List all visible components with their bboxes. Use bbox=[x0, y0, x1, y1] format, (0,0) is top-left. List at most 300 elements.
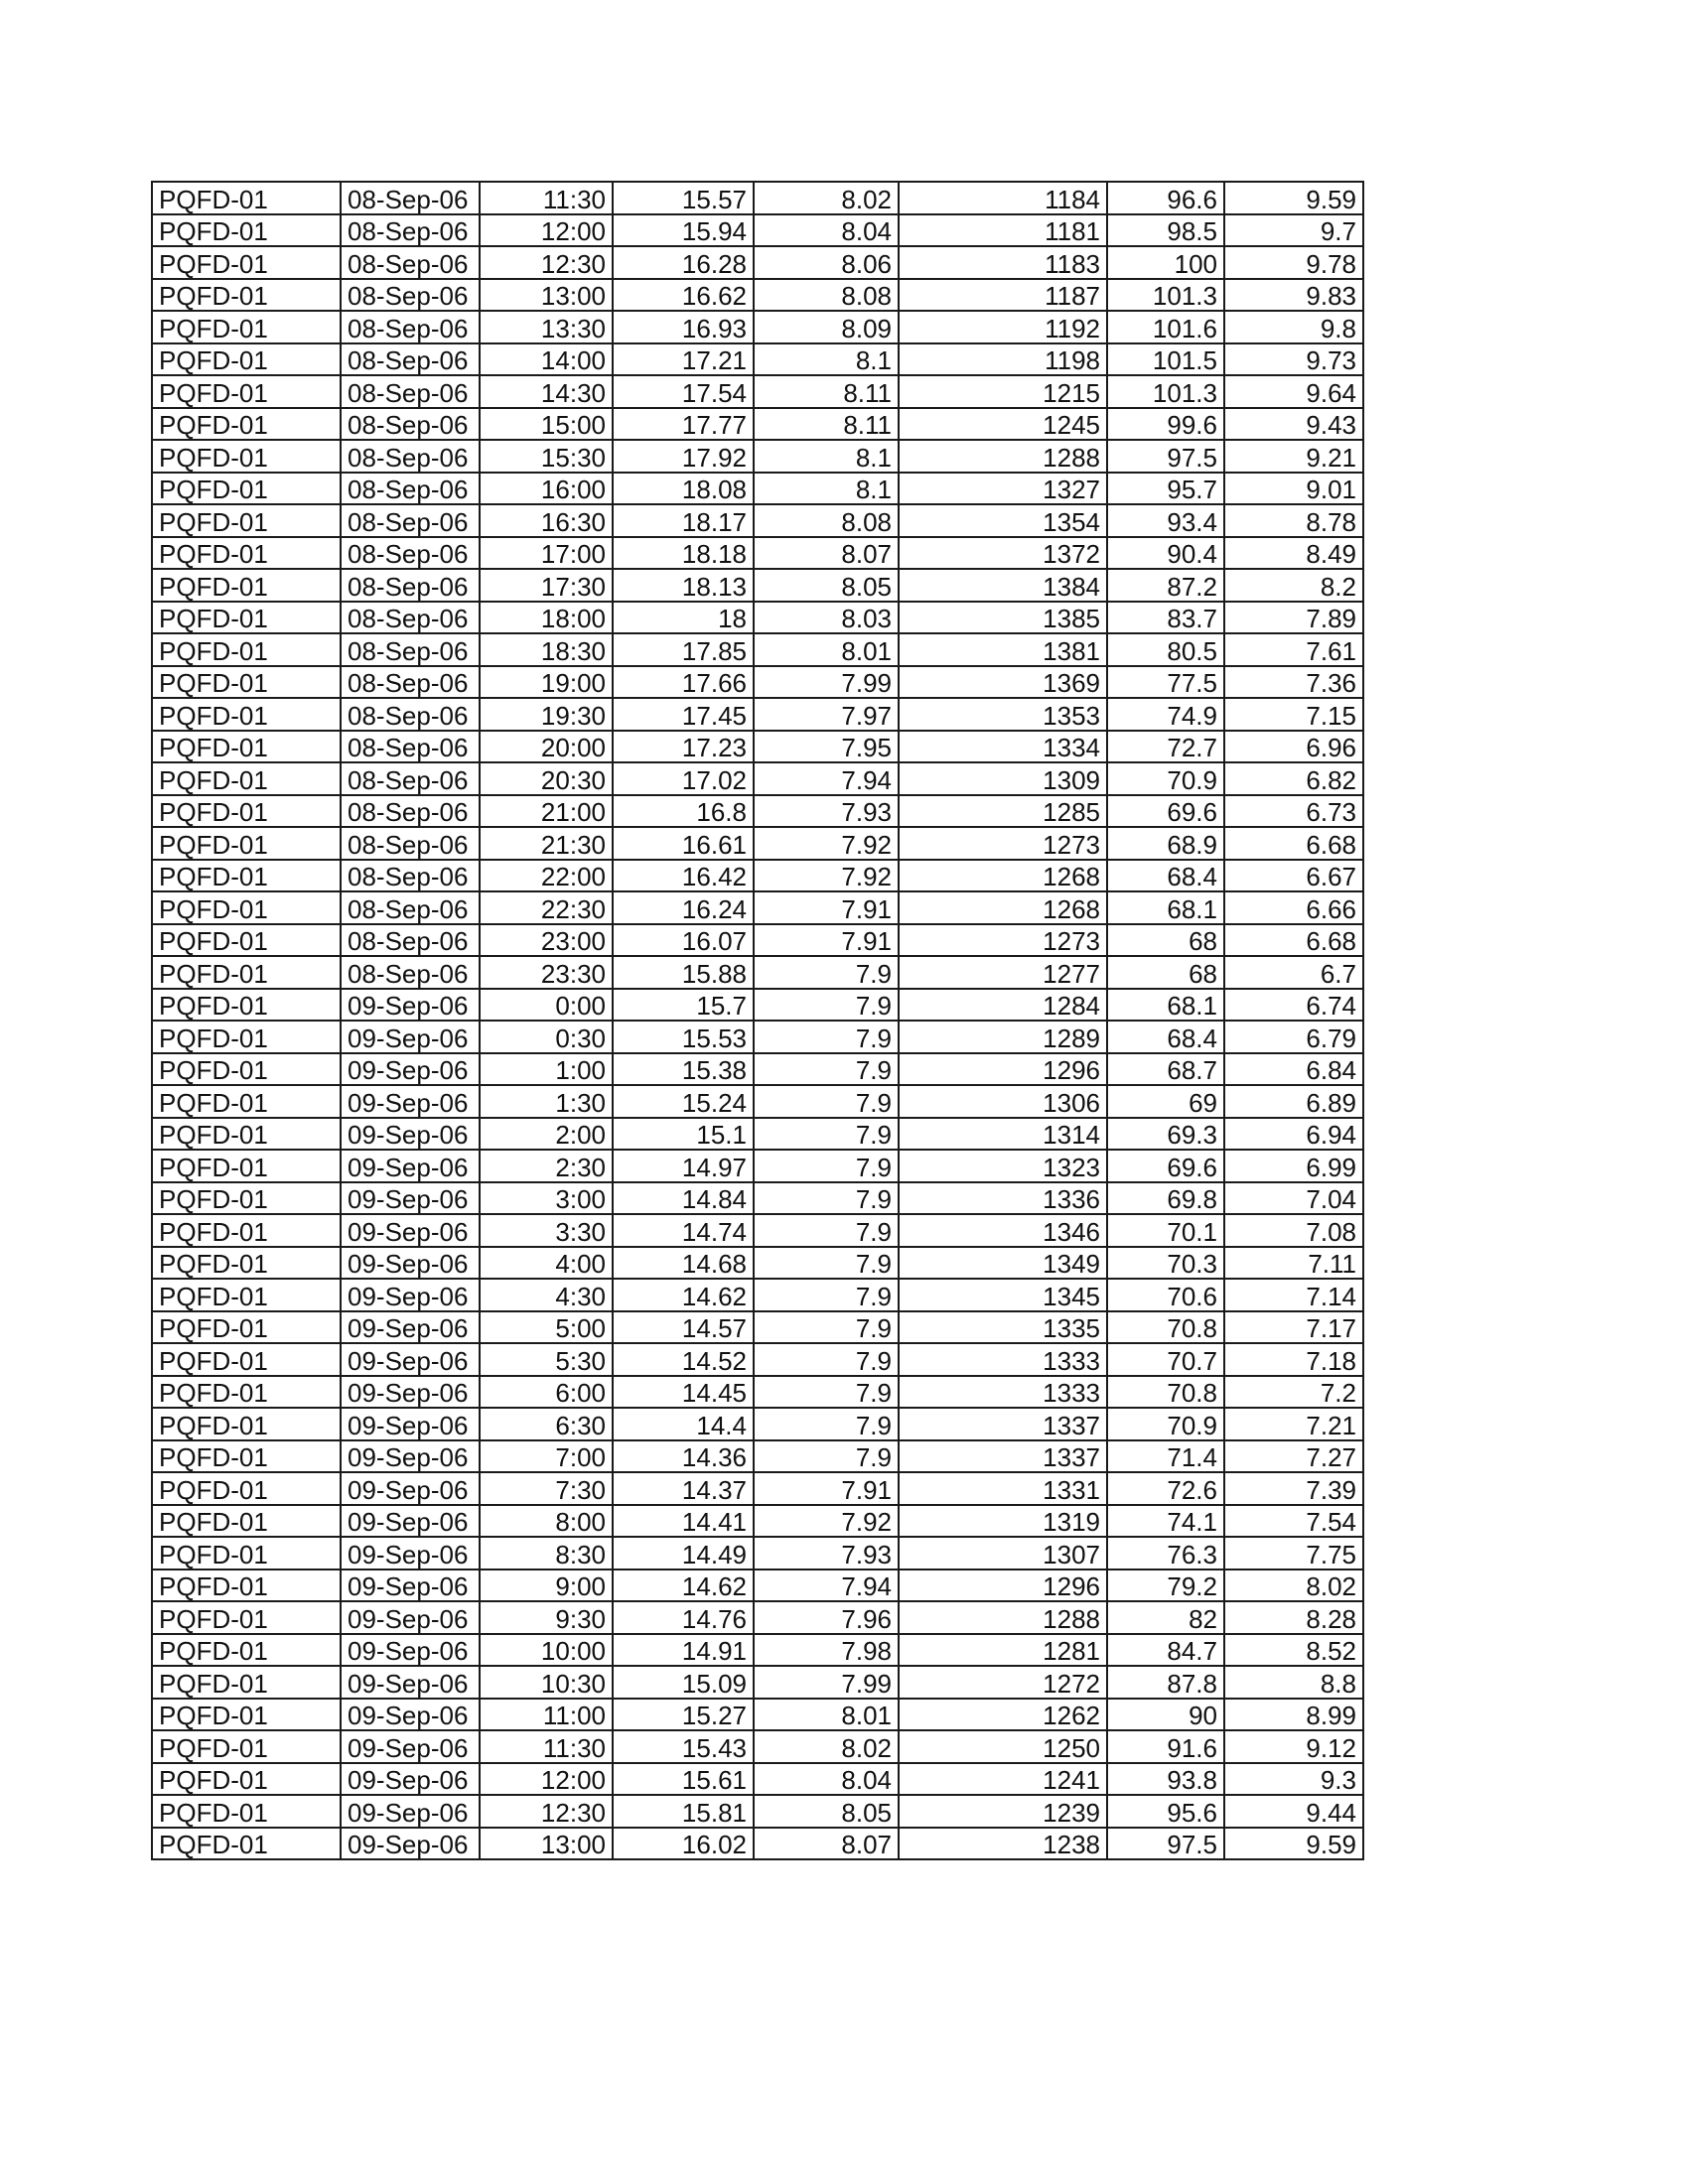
value-c-cell: 1296 bbox=[899, 1570, 1107, 1602]
table-row bbox=[152, 1537, 1363, 1570]
value-b-cell: 8.1 bbox=[754, 473, 899, 505]
value-d-cell: 70.3 bbox=[1107, 1247, 1224, 1280]
value-b-cell: 7.91 bbox=[754, 1472, 899, 1505]
value-e-cell: 8.49 bbox=[1224, 537, 1363, 570]
table-row bbox=[152, 1182, 1363, 1215]
value-a-cell: 15.94 bbox=[613, 214, 754, 247]
time-cell: 3:30 bbox=[480, 1214, 613, 1247]
site-id-cell: PQFD-01 bbox=[152, 827, 341, 860]
value-e-cell: 7.39 bbox=[1224, 1472, 1363, 1505]
value-d-cell: 80.5 bbox=[1107, 633, 1224, 666]
site-id-cell: PQFD-01 bbox=[152, 408, 341, 441]
value-e-cell: 6.89 bbox=[1224, 1085, 1363, 1118]
value-b-cell: 7.9 bbox=[754, 989, 899, 1022]
value-b-cell: 8.1 bbox=[754, 343, 899, 376]
value-a-cell: 14.62 bbox=[613, 1279, 754, 1311]
date-cell: 08-Sep-06 bbox=[341, 731, 480, 763]
table-row bbox=[152, 1828, 1363, 1860]
value-d-cell: 72.7 bbox=[1107, 731, 1224, 763]
value-c-cell: 1288 bbox=[899, 1601, 1107, 1634]
data-table bbox=[151, 181, 1364, 1860]
site-id-cell: PQFD-01 bbox=[152, 1699, 341, 1731]
table-row bbox=[152, 762, 1363, 795]
value-b-cell: 7.9 bbox=[754, 1279, 899, 1311]
value-d-cell: 69.3 bbox=[1107, 1118, 1224, 1151]
date-cell: 09-Sep-06 bbox=[341, 1021, 480, 1053]
time-cell: 6:00 bbox=[480, 1376, 613, 1409]
value-d-cell: 79.2 bbox=[1107, 1570, 1224, 1602]
value-c-cell: 1334 bbox=[899, 731, 1107, 763]
date-cell: 09-Sep-06 bbox=[341, 1699, 480, 1731]
time-cell: 1:00 bbox=[480, 1053, 613, 1086]
value-b-cell: 8.02 bbox=[754, 182, 899, 214]
value-e-cell: 7.89 bbox=[1224, 602, 1363, 634]
value-d-cell: 69.8 bbox=[1107, 1182, 1224, 1215]
site-id-cell: PQFD-01 bbox=[152, 473, 341, 505]
time-cell: 0:00 bbox=[480, 989, 613, 1022]
value-a-cell: 16.8 bbox=[613, 795, 754, 828]
value-d-cell: 100 bbox=[1107, 246, 1224, 279]
table-row bbox=[152, 1408, 1363, 1440]
date-cell: 08-Sep-06 bbox=[341, 375, 480, 408]
value-c-cell: 1215 bbox=[899, 375, 1107, 408]
value-a-cell: 17.66 bbox=[613, 666, 754, 699]
date-cell: 08-Sep-06 bbox=[341, 440, 480, 473]
table-row bbox=[152, 1472, 1363, 1505]
time-cell: 16:30 bbox=[480, 504, 613, 537]
time-cell: 15:30 bbox=[480, 440, 613, 473]
site-id-cell: PQFD-01 bbox=[152, 795, 341, 828]
table-row bbox=[152, 1699, 1363, 1731]
value-c-cell: 1335 bbox=[899, 1311, 1107, 1344]
date-cell: 09-Sep-06 bbox=[341, 1279, 480, 1311]
value-d-cell: 91.6 bbox=[1107, 1730, 1224, 1763]
time-cell: 17:30 bbox=[480, 569, 613, 602]
value-c-cell: 1372 bbox=[899, 537, 1107, 570]
value-a-cell: 15.81 bbox=[613, 1795, 754, 1828]
table-row bbox=[152, 1601, 1363, 1634]
date-cell: 09-Sep-06 bbox=[341, 1505, 480, 1538]
value-a-cell: 17.45 bbox=[613, 698, 754, 731]
site-id-cell: PQFD-01 bbox=[152, 569, 341, 602]
value-a-cell: 17.21 bbox=[613, 343, 754, 376]
date-cell: 09-Sep-06 bbox=[341, 1795, 480, 1828]
value-a-cell: 14.49 bbox=[613, 1537, 754, 1570]
date-cell: 09-Sep-06 bbox=[341, 1376, 480, 1409]
date-cell: 08-Sep-06 bbox=[341, 504, 480, 537]
value-e-cell: 7.11 bbox=[1224, 1247, 1363, 1280]
value-c-cell: 1273 bbox=[899, 827, 1107, 860]
value-d-cell: 68.1 bbox=[1107, 891, 1224, 924]
date-cell: 09-Sep-06 bbox=[341, 1828, 480, 1860]
site-id-cell: PQFD-01 bbox=[152, 1763, 341, 1796]
value-b-cell: 7.92 bbox=[754, 827, 899, 860]
value-b-cell: 7.9 bbox=[754, 1085, 899, 1118]
time-cell: 15:00 bbox=[480, 408, 613, 441]
time-cell: 11:00 bbox=[480, 1699, 613, 1731]
value-e-cell: 7.17 bbox=[1224, 1311, 1363, 1344]
table-row bbox=[152, 666, 1363, 699]
time-cell: 2:30 bbox=[480, 1150, 613, 1182]
value-e-cell: 7.18 bbox=[1224, 1343, 1363, 1376]
date-cell: 09-Sep-06 bbox=[341, 1730, 480, 1763]
value-d-cell: 93.8 bbox=[1107, 1763, 1224, 1796]
value-b-cell: 7.9 bbox=[754, 956, 899, 989]
value-c-cell: 1331 bbox=[899, 1472, 1107, 1505]
site-id-cell: PQFD-01 bbox=[152, 956, 341, 989]
table-row bbox=[152, 1021, 1363, 1053]
value-e-cell: 6.66 bbox=[1224, 891, 1363, 924]
date-cell: 08-Sep-06 bbox=[341, 569, 480, 602]
time-cell: 23:30 bbox=[480, 956, 613, 989]
time-cell: 12:30 bbox=[480, 246, 613, 279]
value-b-cell: 7.94 bbox=[754, 1570, 899, 1602]
value-d-cell: 97.5 bbox=[1107, 1828, 1224, 1860]
date-cell: 08-Sep-06 bbox=[341, 311, 480, 343]
value-c-cell: 1272 bbox=[899, 1666, 1107, 1699]
table-row bbox=[152, 246, 1363, 279]
value-c-cell: 1384 bbox=[899, 569, 1107, 602]
table-row bbox=[152, 633, 1363, 666]
value-d-cell: 82 bbox=[1107, 1601, 1224, 1634]
value-e-cell: 8.2 bbox=[1224, 569, 1363, 602]
value-c-cell: 1381 bbox=[899, 633, 1107, 666]
value-d-cell: 101.3 bbox=[1107, 375, 1224, 408]
table-row bbox=[152, 989, 1363, 1022]
date-cell: 09-Sep-06 bbox=[341, 1440, 480, 1473]
table-row bbox=[152, 1150, 1363, 1182]
value-a-cell: 15.24 bbox=[613, 1085, 754, 1118]
site-id-cell: PQFD-01 bbox=[152, 602, 341, 634]
value-b-cell: 8.08 bbox=[754, 504, 899, 537]
time-cell: 20:00 bbox=[480, 731, 613, 763]
value-a-cell: 17.23 bbox=[613, 731, 754, 763]
value-b-cell: 7.9 bbox=[754, 1053, 899, 1086]
value-b-cell: 7.9 bbox=[754, 1247, 899, 1280]
table-row bbox=[152, 956, 1363, 989]
site-id-cell: PQFD-01 bbox=[152, 1150, 341, 1182]
value-d-cell: 72.6 bbox=[1107, 1472, 1224, 1505]
value-e-cell: 8.02 bbox=[1224, 1570, 1363, 1602]
value-d-cell: 68.9 bbox=[1107, 827, 1224, 860]
value-e-cell: 7.54 bbox=[1224, 1505, 1363, 1538]
value-e-cell: 9.78 bbox=[1224, 246, 1363, 279]
value-c-cell: 1369 bbox=[899, 666, 1107, 699]
site-id-cell: PQFD-01 bbox=[152, 1279, 341, 1311]
value-a-cell: 14.41 bbox=[613, 1505, 754, 1538]
table-row bbox=[152, 1053, 1363, 1086]
table-row bbox=[152, 1763, 1363, 1796]
value-c-cell: 1288 bbox=[899, 440, 1107, 473]
date-cell: 09-Sep-06 bbox=[341, 1763, 480, 1796]
site-id-cell: PQFD-01 bbox=[152, 1053, 341, 1086]
table-row bbox=[152, 1634, 1363, 1667]
value-c-cell: 1241 bbox=[899, 1763, 1107, 1796]
value-d-cell: 71.4 bbox=[1107, 1440, 1224, 1473]
value-c-cell: 1309 bbox=[899, 762, 1107, 795]
date-cell: 09-Sep-06 bbox=[341, 1150, 480, 1182]
date-cell: 09-Sep-06 bbox=[341, 1085, 480, 1118]
value-b-cell: 7.96 bbox=[754, 1601, 899, 1634]
value-c-cell: 1353 bbox=[899, 698, 1107, 731]
value-b-cell: 8.01 bbox=[754, 633, 899, 666]
time-cell: 19:30 bbox=[480, 698, 613, 731]
table-row bbox=[152, 311, 1363, 343]
value-c-cell: 1333 bbox=[899, 1343, 1107, 1376]
table-row bbox=[152, 1214, 1363, 1247]
value-e-cell: 7.14 bbox=[1224, 1279, 1363, 1311]
value-b-cell: 8.11 bbox=[754, 375, 899, 408]
table-row bbox=[152, 182, 1363, 214]
table-row bbox=[152, 1795, 1363, 1828]
table-row bbox=[152, 1440, 1363, 1473]
time-cell: 23:00 bbox=[480, 924, 613, 957]
value-b-cell: 8.06 bbox=[754, 246, 899, 279]
time-cell: 0:30 bbox=[480, 1021, 613, 1053]
site-id-cell: PQFD-01 bbox=[152, 1601, 341, 1634]
value-c-cell: 1273 bbox=[899, 924, 1107, 957]
time-cell: 3:00 bbox=[480, 1182, 613, 1215]
value-c-cell: 1250 bbox=[899, 1730, 1107, 1763]
time-cell: 18:30 bbox=[480, 633, 613, 666]
date-cell: 08-Sep-06 bbox=[341, 891, 480, 924]
table-row bbox=[152, 279, 1363, 312]
value-d-cell: 83.7 bbox=[1107, 602, 1224, 634]
site-id-cell: PQFD-01 bbox=[152, 1440, 341, 1473]
site-id-cell: PQFD-01 bbox=[152, 311, 341, 343]
date-cell: 08-Sep-06 bbox=[341, 795, 480, 828]
value-d-cell: 96.6 bbox=[1107, 182, 1224, 214]
value-a-cell: 16.61 bbox=[613, 827, 754, 860]
value-e-cell: 8.28 bbox=[1224, 1601, 1363, 1634]
time-cell: 11:30 bbox=[480, 1730, 613, 1763]
site-id-cell: PQFD-01 bbox=[152, 1376, 341, 1409]
value-d-cell: 95.6 bbox=[1107, 1795, 1224, 1828]
value-e-cell: 7.61 bbox=[1224, 633, 1363, 666]
time-cell: 7:30 bbox=[480, 1472, 613, 1505]
value-c-cell: 1239 bbox=[899, 1795, 1107, 1828]
value-d-cell: 76.3 bbox=[1107, 1537, 1224, 1570]
date-cell: 09-Sep-06 bbox=[341, 1570, 480, 1602]
value-c-cell: 1346 bbox=[899, 1214, 1107, 1247]
value-b-cell: 8.04 bbox=[754, 214, 899, 247]
date-cell: 09-Sep-06 bbox=[341, 1601, 480, 1634]
date-cell: 08-Sep-06 bbox=[341, 698, 480, 731]
table-row bbox=[152, 408, 1363, 441]
site-id-cell: PQFD-01 bbox=[152, 1570, 341, 1602]
value-b-cell: 7.99 bbox=[754, 666, 899, 699]
value-e-cell: 9.43 bbox=[1224, 408, 1363, 441]
time-cell: 4:00 bbox=[480, 1247, 613, 1280]
table-row bbox=[152, 827, 1363, 860]
value-b-cell: 7.91 bbox=[754, 924, 899, 957]
value-e-cell: 7.08 bbox=[1224, 1214, 1363, 1247]
value-b-cell: 7.9 bbox=[754, 1343, 899, 1376]
value-e-cell: 7.15 bbox=[1224, 698, 1363, 731]
date-cell: 09-Sep-06 bbox=[341, 1634, 480, 1667]
site-id-cell: PQFD-01 bbox=[152, 1666, 341, 1699]
value-b-cell: 7.9 bbox=[754, 1376, 899, 1409]
value-a-cell: 14.74 bbox=[613, 1214, 754, 1247]
value-b-cell: 8.02 bbox=[754, 1730, 899, 1763]
value-b-cell: 8.1 bbox=[754, 440, 899, 473]
value-c-cell: 1314 bbox=[899, 1118, 1107, 1151]
value-d-cell: 68.4 bbox=[1107, 860, 1224, 892]
date-cell: 08-Sep-06 bbox=[341, 924, 480, 957]
value-a-cell: 15.53 bbox=[613, 1021, 754, 1053]
value-a-cell: 16.28 bbox=[613, 246, 754, 279]
value-d-cell: 70.1 bbox=[1107, 1214, 1224, 1247]
site-id-cell: PQFD-01 bbox=[152, 860, 341, 892]
value-d-cell: 69 bbox=[1107, 1085, 1224, 1118]
value-c-cell: 1336 bbox=[899, 1182, 1107, 1215]
value-d-cell: 77.5 bbox=[1107, 666, 1224, 699]
date-cell: 09-Sep-06 bbox=[341, 1247, 480, 1280]
time-cell: 17:00 bbox=[480, 537, 613, 570]
date-cell: 08-Sep-06 bbox=[341, 633, 480, 666]
value-b-cell: 7.98 bbox=[754, 1634, 899, 1667]
table-row bbox=[152, 795, 1363, 828]
value-e-cell: 9.59 bbox=[1224, 1828, 1363, 1860]
time-cell: 12:30 bbox=[480, 1795, 613, 1828]
value-d-cell: 69.6 bbox=[1107, 795, 1224, 828]
value-a-cell: 18.08 bbox=[613, 473, 754, 505]
value-b-cell: 8.07 bbox=[754, 1828, 899, 1860]
site-id-cell: PQFD-01 bbox=[152, 537, 341, 570]
time-cell: 22:00 bbox=[480, 860, 613, 892]
value-a-cell: 15.88 bbox=[613, 956, 754, 989]
value-a-cell: 14.76 bbox=[613, 1601, 754, 1634]
table-row bbox=[152, 375, 1363, 408]
table-row bbox=[152, 602, 1363, 634]
value-e-cell: 7.21 bbox=[1224, 1408, 1363, 1440]
table-row bbox=[152, 1247, 1363, 1280]
site-id-cell: PQFD-01 bbox=[152, 891, 341, 924]
value-d-cell: 68.7 bbox=[1107, 1053, 1224, 1086]
value-b-cell: 8.04 bbox=[754, 1763, 899, 1796]
value-e-cell: 6.79 bbox=[1224, 1021, 1363, 1053]
value-c-cell: 1187 bbox=[899, 279, 1107, 312]
value-a-cell: 15.57 bbox=[613, 182, 754, 214]
value-b-cell: 7.9 bbox=[754, 1182, 899, 1215]
table-row bbox=[152, 698, 1363, 731]
value-a-cell: 17.85 bbox=[613, 633, 754, 666]
table-row bbox=[152, 473, 1363, 505]
value-b-cell: 8.09 bbox=[754, 311, 899, 343]
table-row bbox=[152, 569, 1363, 602]
site-id-cell: PQFD-01 bbox=[152, 440, 341, 473]
time-cell: 1:30 bbox=[480, 1085, 613, 1118]
value-e-cell: 9.12 bbox=[1224, 1730, 1363, 1763]
value-e-cell: 6.74 bbox=[1224, 989, 1363, 1022]
value-a-cell: 14.97 bbox=[613, 1150, 754, 1182]
value-a-cell: 16.42 bbox=[613, 860, 754, 892]
value-c-cell: 1198 bbox=[899, 343, 1107, 376]
value-b-cell: 7.9 bbox=[754, 1118, 899, 1151]
value-a-cell: 15.1 bbox=[613, 1118, 754, 1151]
value-d-cell: 90 bbox=[1107, 1699, 1224, 1731]
site-id-cell: PQFD-01 bbox=[152, 1505, 341, 1538]
value-e-cell: 7.27 bbox=[1224, 1440, 1363, 1473]
value-e-cell: 6.84 bbox=[1224, 1053, 1363, 1086]
time-cell: 19:00 bbox=[480, 666, 613, 699]
time-cell: 6:30 bbox=[480, 1408, 613, 1440]
site-id-cell: PQFD-01 bbox=[152, 343, 341, 376]
value-d-cell: 70.8 bbox=[1107, 1376, 1224, 1409]
value-a-cell: 14.52 bbox=[613, 1343, 754, 1376]
time-cell: 22:30 bbox=[480, 891, 613, 924]
value-a-cell: 18.13 bbox=[613, 569, 754, 602]
time-cell: 5:00 bbox=[480, 1311, 613, 1344]
site-id-cell: PQFD-01 bbox=[152, 1730, 341, 1763]
time-cell: 9:00 bbox=[480, 1570, 613, 1602]
table-row bbox=[152, 860, 1363, 892]
value-c-cell: 1192 bbox=[899, 311, 1107, 343]
value-a-cell: 17.54 bbox=[613, 375, 754, 408]
value-b-cell: 8.08 bbox=[754, 279, 899, 312]
time-cell: 12:00 bbox=[480, 214, 613, 247]
time-cell: 9:30 bbox=[480, 1601, 613, 1634]
value-d-cell: 70.9 bbox=[1107, 762, 1224, 795]
site-id-cell: PQFD-01 bbox=[152, 1537, 341, 1570]
value-b-cell: 7.93 bbox=[754, 1537, 899, 1570]
value-a-cell: 16.07 bbox=[613, 924, 754, 957]
value-d-cell: 98.5 bbox=[1107, 214, 1224, 247]
value-d-cell: 87.8 bbox=[1107, 1666, 1224, 1699]
time-cell: 21:30 bbox=[480, 827, 613, 860]
date-cell: 09-Sep-06 bbox=[341, 1472, 480, 1505]
site-id-cell: PQFD-01 bbox=[152, 214, 341, 247]
value-a-cell: 18 bbox=[613, 602, 754, 634]
date-cell: 08-Sep-06 bbox=[341, 473, 480, 505]
value-e-cell: 6.96 bbox=[1224, 731, 1363, 763]
value-c-cell: 1319 bbox=[899, 1505, 1107, 1538]
value-b-cell: 7.9 bbox=[754, 1311, 899, 1344]
value-d-cell: 70.6 bbox=[1107, 1279, 1224, 1311]
value-a-cell: 18.17 bbox=[613, 504, 754, 537]
site-id-cell: PQFD-01 bbox=[152, 246, 341, 279]
date-cell: 09-Sep-06 bbox=[341, 1343, 480, 1376]
time-cell: 14:30 bbox=[480, 375, 613, 408]
value-e-cell: 6.68 bbox=[1224, 827, 1363, 860]
value-a-cell: 16.62 bbox=[613, 279, 754, 312]
value-b-cell: 8.07 bbox=[754, 537, 899, 570]
date-cell: 08-Sep-06 bbox=[341, 860, 480, 892]
value-d-cell: 69.6 bbox=[1107, 1150, 1224, 1182]
date-cell: 08-Sep-06 bbox=[341, 343, 480, 376]
site-id-cell: PQFD-01 bbox=[152, 375, 341, 408]
time-cell: 13:00 bbox=[480, 279, 613, 312]
time-cell: 7:00 bbox=[480, 1440, 613, 1473]
value-a-cell: 18.18 bbox=[613, 537, 754, 570]
value-c-cell: 1306 bbox=[899, 1085, 1107, 1118]
value-e-cell: 6.82 bbox=[1224, 762, 1363, 795]
date-cell: 08-Sep-06 bbox=[341, 827, 480, 860]
date-cell: 09-Sep-06 bbox=[341, 1182, 480, 1215]
value-d-cell: 87.2 bbox=[1107, 569, 1224, 602]
site-id-cell: PQFD-01 bbox=[152, 633, 341, 666]
date-cell: 09-Sep-06 bbox=[341, 1118, 480, 1151]
table-row bbox=[152, 1118, 1363, 1151]
value-e-cell: 9.7 bbox=[1224, 214, 1363, 247]
value-c-cell: 1354 bbox=[899, 504, 1107, 537]
date-cell: 08-Sep-06 bbox=[341, 182, 480, 214]
time-cell: 18:00 bbox=[480, 602, 613, 634]
value-b-cell: 7.99 bbox=[754, 1666, 899, 1699]
value-c-cell: 1268 bbox=[899, 860, 1107, 892]
table-row bbox=[152, 440, 1363, 473]
date-cell: 08-Sep-06 bbox=[341, 214, 480, 247]
